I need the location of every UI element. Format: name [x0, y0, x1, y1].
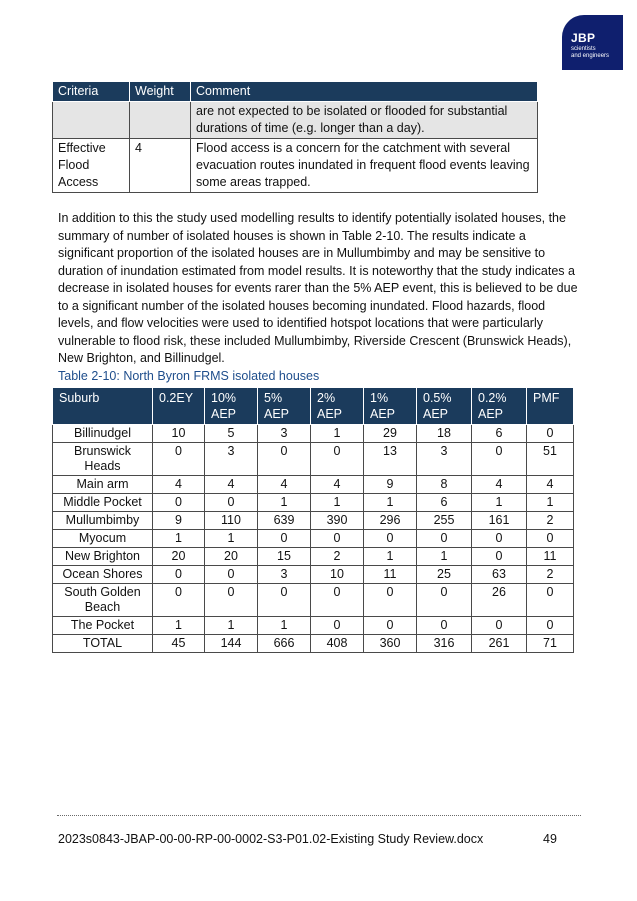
value-cell: 144: [205, 635, 258, 653]
table-row: [53, 425, 574, 443]
value-cell: 3: [258, 566, 311, 584]
value-cell: 0: [527, 530, 574, 548]
table-row: [53, 584, 574, 617]
criteria-header-row: [53, 82, 538, 102]
value-cell: 0: [205, 584, 258, 617]
table-row: [53, 617, 574, 635]
value-cell: 4: [527, 476, 574, 494]
value-cell: 51: [527, 443, 574, 476]
value-cell: 45: [153, 635, 205, 653]
footer-divider: [57, 815, 581, 816]
comment-cell: Flood access is a concern for the catchment with several evacuation routes inundated in frequent flood events leaving some areas trapped.: [191, 139, 538, 193]
value-cell: 1: [311, 425, 364, 443]
isolated-table-body: [53, 425, 574, 653]
value-cell: 0: [311, 584, 364, 617]
value-cell: 71: [527, 635, 574, 653]
value-cell: 6: [417, 494, 472, 512]
value-cell: 18: [417, 425, 472, 443]
value-cell: 1: [311, 494, 364, 512]
suburb-cell: The Pocket: [53, 617, 153, 635]
value-cell: 0: [205, 494, 258, 512]
value-cell: 408: [311, 635, 364, 653]
header-weight: Weight: [130, 82, 191, 102]
value-cell: 20: [153, 548, 205, 566]
value-cell: 10: [311, 566, 364, 584]
value-cell: 1: [205, 530, 258, 548]
value-cell: 255: [417, 512, 472, 530]
value-cell: 0: [258, 443, 311, 476]
table-row: [53, 530, 574, 548]
table-row: [53, 548, 574, 566]
value-cell: 4: [258, 476, 311, 494]
value-cell: 2: [311, 548, 364, 566]
value-cell: 2: [527, 566, 574, 584]
value-cell: 0: [472, 617, 527, 635]
value-cell: 316: [417, 635, 472, 653]
footer-filename: 2023s0843-JBAP-00-00-RP-00-0002-S3-P01.02-Existing Study Review.docx: [58, 832, 484, 846]
header-0-2ey: 0.2EY: [153, 388, 205, 425]
value-cell: 2: [527, 512, 574, 530]
page-number: 49: [543, 832, 557, 846]
company-logo: [562, 15, 623, 70]
header-2-aep: 2% AEP: [311, 388, 364, 425]
suburb-cell: South Golden Beach: [53, 584, 153, 617]
value-cell: 1: [153, 617, 205, 635]
criteria-row: [53, 139, 538, 193]
value-cell: 3: [417, 443, 472, 476]
suburb-cell: TOTAL: [53, 635, 153, 653]
table-row: [53, 494, 574, 512]
value-cell: 0: [527, 584, 574, 617]
isolated-houses-table: [52, 387, 574, 653]
value-cell: 0: [258, 530, 311, 548]
value-cell: 296: [364, 512, 417, 530]
value-cell: 0: [472, 443, 527, 476]
value-cell: 666: [258, 635, 311, 653]
value-cell: 1: [364, 494, 417, 512]
value-cell: 639: [258, 512, 311, 530]
value-cell: 29: [364, 425, 417, 443]
value-cell: 4: [205, 476, 258, 494]
suburb-cell: Mullumbimby: [53, 512, 153, 530]
value-cell: 6: [472, 425, 527, 443]
table-row: [53, 443, 574, 476]
suburb-cell: Billinudgel: [53, 425, 153, 443]
total-row: [53, 635, 574, 653]
value-cell: 0: [364, 530, 417, 548]
value-cell: 0: [417, 617, 472, 635]
isolated-header-row: [53, 388, 574, 425]
value-cell: 0: [205, 566, 258, 584]
logo-tagline: scientists and engineers: [571, 46, 610, 59]
value-cell: 0: [311, 530, 364, 548]
header-10-aep: 10% AEP: [205, 388, 258, 425]
value-cell: 1: [258, 617, 311, 635]
value-cell: 0: [364, 617, 417, 635]
value-cell: 1: [527, 494, 574, 512]
value-cell: 0: [153, 566, 205, 584]
value-cell: 0: [311, 443, 364, 476]
suburb-cell: Middle Pocket: [53, 494, 153, 512]
value-cell: 63: [472, 566, 527, 584]
value-cell: 5: [205, 425, 258, 443]
logo-name: JBP: [571, 31, 596, 45]
value-cell: 0: [417, 584, 472, 617]
value-cell: 4: [311, 476, 364, 494]
value-cell: 0: [153, 494, 205, 512]
body-paragraph: In addition to this the study used modelling results to identify potentially isolated houses, the summary of number of isolated houses is shown in Table 2-10. The results indicate a significant proportion of the isolated houses are in Mullumbimby and may be sensitive to duration of inundation estimated from model results. It is noteworthy that the study indicates a decrease in isolated houses for events rarer than the 5% AEP event, this is believed to be due to a significant number of the isolated houses becoming inundated. Flood hazards, flood levels, and flow velocities were used to identified hotspot locations that were particularly vulnerable to flood risk, these included Mullumbimby, Riverside Crescent (Brunswick Heads), New Brighton, and Billinudgel.: [58, 211, 578, 365]
value-cell: 4: [153, 476, 205, 494]
value-cell: 10: [153, 425, 205, 443]
value-cell: 0: [311, 617, 364, 635]
value-cell: 15: [258, 548, 311, 566]
suburb-cell: Myocum: [53, 530, 153, 548]
header-pmf: PMF: [527, 388, 574, 425]
criteria-cell: Effective Flood Access: [53, 139, 130, 193]
header-1-aep: 1% AEP: [364, 388, 417, 425]
value-cell: 11: [527, 548, 574, 566]
suburb-cell: New Brighton: [53, 548, 153, 566]
header-0-2-aep: 0.2% AEP: [472, 388, 527, 425]
value-cell: 25: [417, 566, 472, 584]
weight-cell: 4: [130, 139, 191, 193]
value-cell: 3: [258, 425, 311, 443]
value-cell: 1: [417, 548, 472, 566]
value-cell: 0: [417, 530, 472, 548]
weight-cell: [130, 102, 191, 139]
header-criteria: Criteria: [53, 82, 130, 102]
value-cell: 3: [205, 443, 258, 476]
value-cell: 261: [472, 635, 527, 653]
value-cell: 13: [364, 443, 417, 476]
suburb-cell: Main arm: [53, 476, 153, 494]
header-suburb: Suburb: [53, 388, 153, 425]
value-cell: 20: [205, 548, 258, 566]
value-cell: 1: [205, 617, 258, 635]
criteria-table: [52, 81, 538, 193]
value-cell: 0: [153, 584, 205, 617]
value-cell: 1: [153, 530, 205, 548]
header-comment: Comment: [191, 82, 538, 102]
value-cell: 161: [472, 512, 527, 530]
suburb-cell: Ocean Shores: [53, 566, 153, 584]
header-5-aep: 5% AEP: [258, 388, 311, 425]
value-cell: 0: [472, 530, 527, 548]
value-cell: 0: [527, 425, 574, 443]
value-cell: 9: [364, 476, 417, 494]
value-cell: 360: [364, 635, 417, 653]
value-cell: 110: [205, 512, 258, 530]
value-cell: 0: [364, 584, 417, 617]
value-cell: 8: [417, 476, 472, 494]
value-cell: 0: [472, 548, 527, 566]
value-cell: 1: [472, 494, 527, 512]
table-row: [53, 512, 574, 530]
comment-cell: are not expected to be isolated or flooded for substantial durations of time (e.g. longer than a day).: [191, 102, 538, 139]
table-caption: Table 2-10: North Byron FRMS isolated houses: [58, 369, 320, 383]
value-cell: 1: [258, 494, 311, 512]
table-row: [53, 476, 574, 494]
value-cell: 0: [153, 443, 205, 476]
value-cell: 1: [364, 548, 417, 566]
value-cell: 390: [311, 512, 364, 530]
value-cell: 9: [153, 512, 205, 530]
header-0-5-aep: 0.5% AEP: [417, 388, 472, 425]
table-row: [53, 566, 574, 584]
value-cell: 11: [364, 566, 417, 584]
value-cell: 0: [527, 617, 574, 635]
suburb-cell: Brunswick Heads: [53, 443, 153, 476]
value-cell: 0: [258, 584, 311, 617]
criteria-cell: [53, 102, 130, 139]
criteria-row: [53, 102, 538, 139]
value-cell: 4: [472, 476, 527, 494]
value-cell: 26: [472, 584, 527, 617]
